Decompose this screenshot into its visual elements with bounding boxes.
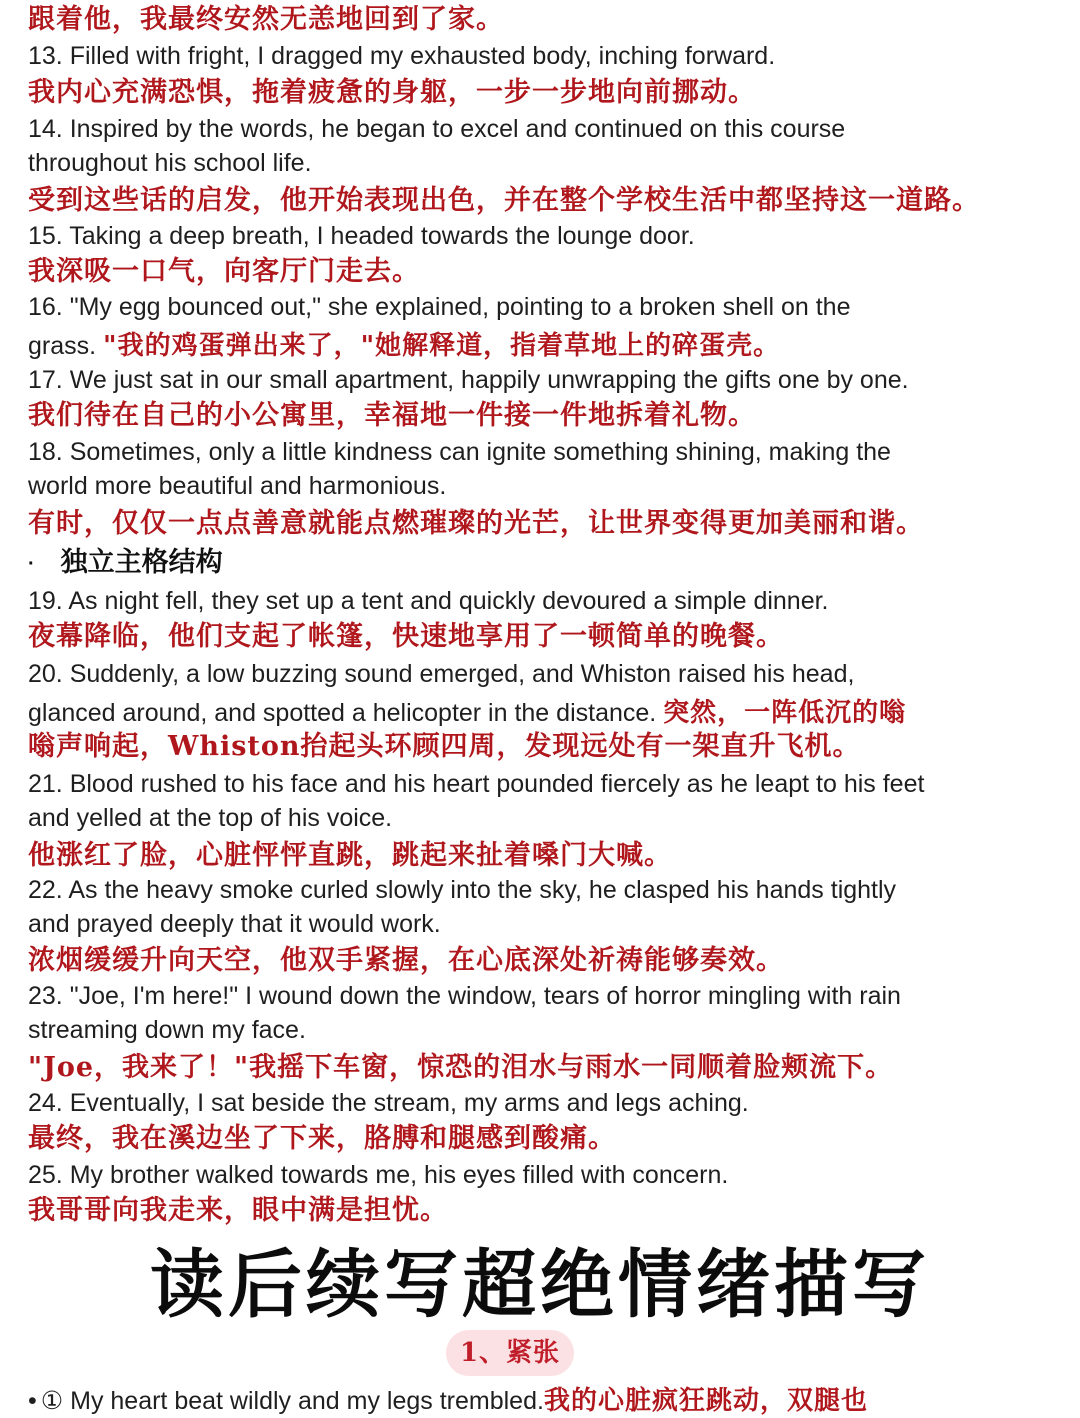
english-sentence-line: 23. "Joe, I'm here!" I wound down the window, tears of horror mingling with rain [28,982,901,1010]
bullet-sentence-line [28,1380,1056,1418]
english-sentence-line: world more beautiful and harmonious. [28,472,447,500]
english-sentence-line: 24. Eventually, I sat beside the stream, my arms and legs aching. [28,1089,749,1117]
english-sentence-line: throughout his school life. [28,149,312,177]
chinese-translation-line: 夜幕降临，他们支起了帐篷，快速地享用了一顿简单的晚餐。 [28,621,784,652]
english-sentence-line: 21. Blood rushed to his face and his heart pounded fiercely as he leapt to his feet [28,770,925,798]
section-heading-text: 独立主格结构 [60,547,223,578]
chinese-translation-line: 我们待在自己的小公寓里，幸福地一件接一件地拆着礼物。 [28,400,756,431]
chinese-translation-line: 我深吸一口气，向客厅门走去。 [28,256,420,287]
english-sentence-line: 25. My brother walked towards me, his eyes filled with concern. [28,1161,729,1189]
mixed-sentence-line [28,325,1056,363]
english-sentence-line: 16. "My egg bounced out," she explained, pointing to a broken shell on the [28,293,851,321]
bullet-dot: • [28,1387,37,1415]
english-sentence-line: 13. Filled with fright, I dragged my exhausted body, inching forward. [28,42,776,70]
chinese-translation-line: 他涨红了脸，心脏怦怦直跳，跳起来扯着嗓门大喊。 [28,840,672,871]
english-sentence-line: 15. Taking a deep breath, I headed towards the lounge door. [28,222,695,250]
english-sentence-line: and prayed deeply that it would work. [28,910,441,938]
category-badge: 1、紧张 [446,1330,574,1376]
chinese-translation-line: 浓烟缓缓升向天空，他双手紧握，在心底深处祈祷能够奏效。 [28,945,784,976]
chinese-translation-line: "Joe，我来了！"我摇下车窗，惊恐的泪水与雨水一同顺着脸颊流下。 [28,1052,894,1083]
bullet-dot: · [28,552,35,575]
english-sentence-line: streaming down my face. [28,1016,306,1044]
chinese-translation-line: 嗡声响起，Whiston抬起头环顾四周，发现远处有一架直升飞机。 [28,731,861,762]
english-sentence-line: 17. We just sat in our small apartment, happily unwrapping the gifts one by one. [28,366,909,394]
english-sentence-line: 22. As the heavy smoke curled slowly into the sky, he clasped his hands tightly [28,876,897,904]
chinese-fragment: "我的鸡蛋弹出来了，"她解释道，指着草地上的碎蛋壳。 [103,331,781,361]
english-sentence-line: 18. Sometimes, only a little kindness can ignite something shining, making the [28,438,891,466]
chinese-translation-line: 最终，我在溪边坐了下来，胳膊和腿感到酸痛。 [28,1123,616,1154]
english-sentence-line: and yelled at the top of his voice. [28,804,393,832]
english-fragment: glanced around, and spotted a helicopter in the distance. [28,699,664,727]
chinese-translation-line: 有时，仅仅一点点善意就能点燃璀璨的光芒，让世界变得更加美丽和谐。 [28,508,924,539]
chinese-translation-line: 我哥哥向我走来，眼中满是担忧。 [28,1195,448,1226]
chinese-translation-line: 跟着他，我最终安然无恙地回到了家。 [28,4,504,35]
english-fragment: ① My heart beat wildly and my legs trembled. [40,1387,544,1415]
mixed-sentence-line [28,692,1056,730]
english-sentence-line: 19. As night fell, they set up a tent and quickly devoured a simple dinner. [28,587,829,615]
section-heading [28,545,223,581]
english-sentence-line: 20. Suddenly, a low buzzing sound emerged, and Whiston raised his head, [28,660,855,688]
chinese-translation-line: 受到这些话的启发，他开始表现出色，并在整个学校生活中都坚持这一道路。 [28,185,980,216]
chinese-translation-line: 我内心充满恐惧，拖着疲惫的身躯，一步一步地向前挪动。 [28,77,756,108]
english-fragment: grass. [28,332,104,360]
chinese-fragment: 我的心脏疯狂跳动，双腿也 [543,1386,868,1416]
chinese-fragment: 突然，一阵低沉的嗡 [663,698,907,728]
english-sentence-line: 14. Inspired by the words, he began to excel and continued on this course [28,115,846,143]
page-title: 读后续写超绝情绪描写 [150,1242,930,1328]
